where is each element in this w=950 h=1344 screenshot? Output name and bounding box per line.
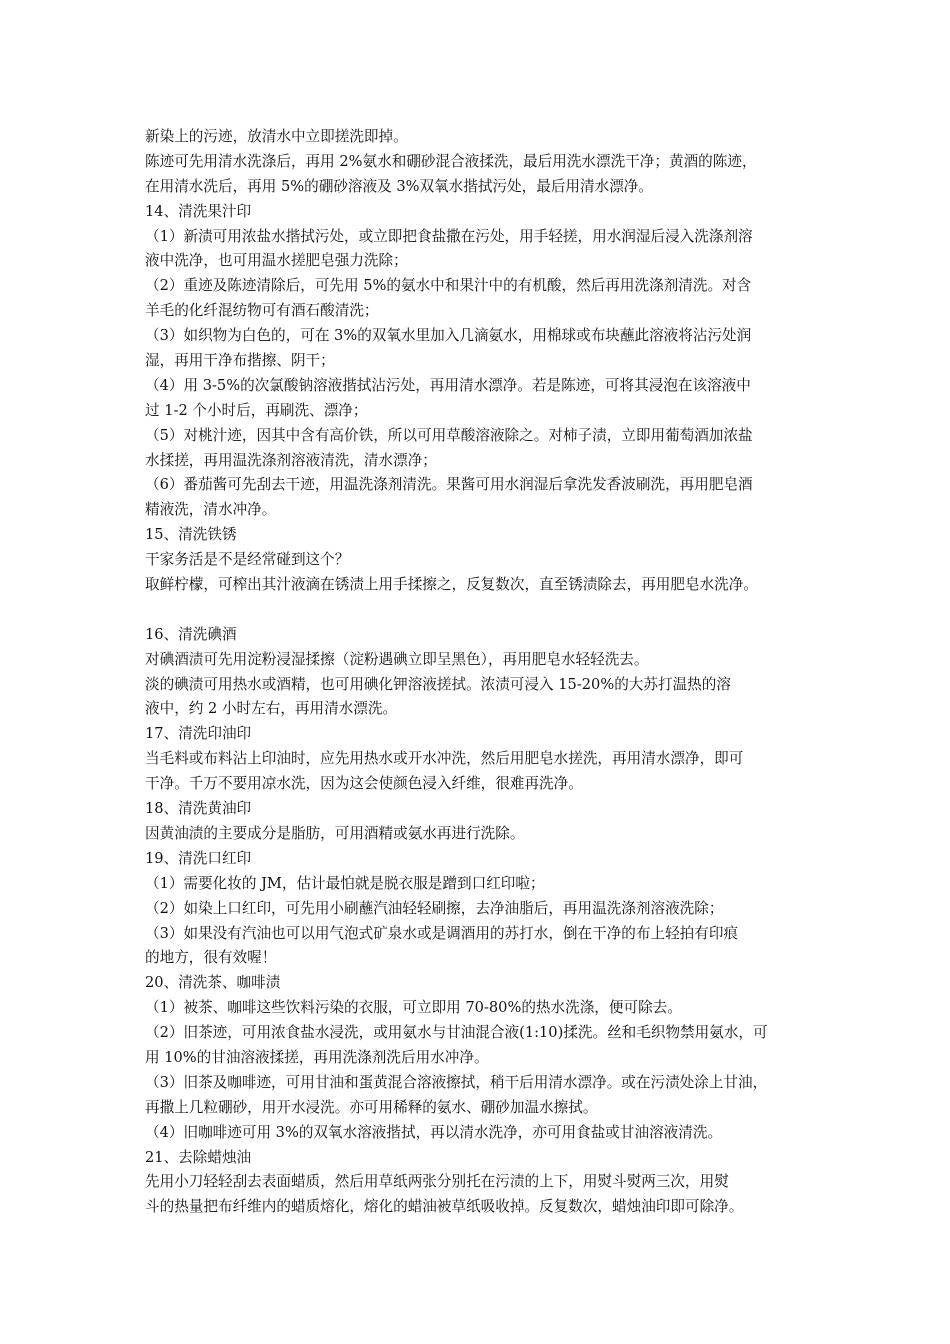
text-line: （1）被茶、咖啡这些饮料污染的衣服，可立即用 70-80%的热水洗涤，便可除去。 [145, 999, 682, 1017]
text-line: 干家务活是不是经常碰到这个？ [145, 551, 350, 569]
text-line: （3）旧茶及咖啡迹，可用甘油和蛋黄混合溶液擦拭，稍干后用清水漂净。或在污渍处涂上甘油， [145, 1073, 768, 1091]
text-line: 用 10%的甘油溶液揉搓，再用洗涤剂洗后用水冲净。 [145, 1048, 489, 1066]
text-line: （3）如织物为白色的，可在 3%的双氧水里加入几滴氨水，用棉球或布块蘸此溶液将沾污处润 [145, 327, 752, 345]
text-line: （2）重迹及陈迹清除后，可先用 5%的氨水中和果汁中的有机酸，然后再用洗涤剂清洗。对含 [145, 277, 752, 295]
text-line: 21、去除蜡烛油 [145, 1148, 252, 1166]
text-line: 15、清洗铁锈 [145, 526, 237, 544]
text-line: 16、清洗碘酒 [145, 625, 237, 643]
text-line: 斗的热量把布纤维内的蜡质熔化，熔化的蜡油被草纸吸收掉。反复数次，蜡烛油印即可除净。 [145, 1198, 744, 1216]
text-line: （3）如果没有汽油也可以用气泡式矿泉水或是调酒用的苏打水，倒在干净的布上轻拍有印痕 [145, 924, 739, 942]
text-line: 的地方，很有效喔！ [145, 949, 277, 967]
text-line: （2）旧茶迹，可用浓食盐水浸洗，或用氨水与甘油混合液(1:10)揉洗。丝和毛织物禁用氨水，可 [145, 1024, 768, 1042]
text-line: 14、清洗果汁印 [145, 202, 252, 220]
text-line: 取鲜柠檬，可榨出其汁液滴在锈渍上用手揉擦之，反复数次，直至锈渍除去，再用肥皂水洗净。 [145, 576, 758, 594]
text-line: 淡的碘渍可用热水或酒精，也可用碘化钾溶液搓拭。浓渍可浸入 15-20%的大苏打温热的溶 [145, 675, 731, 693]
text-line: （4）旧咖啡迹可用 3%的双氧水溶液揩拭，再以清水洗净，亦可用食盐或甘油溶液清洗。 [145, 1123, 723, 1141]
text-line: 湿，再用干净布揩擦、阴干； [145, 352, 335, 370]
text-line: 液中，约 2 小时左右，再用清水漂洗。 [145, 700, 398, 718]
text-line: 20、清洗茶、咖啡渍 [145, 974, 281, 992]
text-line: （6）番茄酱可先刮去干迹，用温洗涤剂清洗。果酱可用水润湿后拿洗发香波刷洗，再用肥皂酒 [145, 476, 753, 494]
text-line: （4）用 3-5%的次氯酸钠溶液揩拭沾污处，再用清水漂净。若是陈迹，可将其浸泡在该溶液中 [145, 376, 751, 394]
text-line: 再撒上几粒硼砂，用开水浸洗。亦可用稀释的氨水、硼砂加温水擦拭。 [145, 1098, 598, 1116]
document-body [145, 125, 820, 1220]
text-line: 水揉搓，再用温洗涤剂溶液清洗，清水漂净； [145, 451, 437, 469]
text-line: （1）新渍可用浓盐水揩拭污处，或立即把食盐撒在污处，用手轻搓，用水润湿后浸入洗涤剂溶 [145, 227, 753, 245]
text-line: 在用清水洗后，再用 5%的硼砂溶液及 3%双氧水揩拭污处，最后用清水漂净。 [145, 177, 653, 195]
text-line: （5）对桃汁迹，因其中含有高价铁，所以可用草酸溶液除之。对柿子渍，立即用葡萄酒加浓盐 [145, 426, 753, 444]
text-line: 液中洗净，也可用温水搓肥皂强力洗除； [145, 252, 408, 270]
text-line: （1）需要化妆的 JM，估计最怕就是脱衣服是蹭到口红印啦； [145, 874, 545, 892]
text-line: 当毛料或布料沾上印油时，应先用热水或开水冲洗，然后用肥皂水搓洗，再用清水漂净，即可 [145, 750, 744, 768]
text-line: 17、清洗印油印 [145, 725, 252, 743]
text-line: 羊毛的化纤混纺物可有酒石酸清洗； [145, 302, 379, 320]
text-line: 19、清洗口红印 [145, 849, 252, 867]
text-line: 对碘酒渍可先用淀粉浸湿揉擦（淀粉遇碘立即呈黑色），再用肥皂水轻轻洗去。 [145, 650, 649, 668]
text-line: （2）如染上口红印，可先用小刷蘸汽油轻轻刷擦，去净油脂后，再用温洗涤剂溶液洗除； [145, 899, 724, 917]
text-line: 18、清洗黄油印 [145, 800, 252, 818]
text-line: 精液洗，清水冲净。 [145, 501, 277, 519]
text-line: 陈迹可先用清水洗涤后，再用 2%氨水和硼砂混合液揉洗，最后用洗水漂洗干净；黄酒的陈迹， [145, 152, 757, 170]
blank-line [145, 598, 820, 623]
text-line: 因黄油渍的主要成分是脂肪，可用酒精或氨水再进行洗除。 [145, 824, 525, 842]
text-line: 先用小刀轻轻刮去表面蜡质，然后用草纸两张分别托在污渍的上下，用熨斗熨两三次，用熨 [145, 1173, 729, 1191]
text-line: 过 1-2 个小时后，再刷洗、漂净； [145, 401, 368, 419]
text-line: 新染上的污迹，放清水中立即搓洗即掉。 [145, 128, 408, 145]
text-line: 干净。千万不要用凉水洗，因为这会使颜色浸入纤维，很难再洗净。 [145, 775, 583, 793]
